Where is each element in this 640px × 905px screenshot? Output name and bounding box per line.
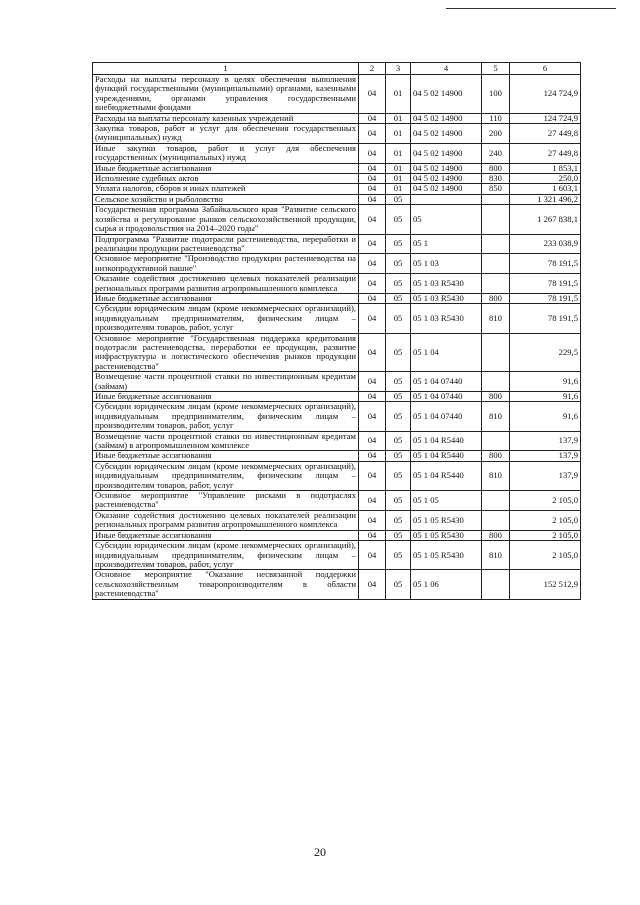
top-rule: [446, 8, 616, 9]
row-name-cell: Расходы на выплаты персоналу казенных учреждений: [93, 113, 359, 123]
row-section-cell: 04: [359, 530, 386, 540]
row-section-cell: 04: [359, 234, 386, 254]
row-subsection-cell: 01: [386, 113, 411, 123]
header-col-1: 1: [93, 63, 359, 75]
row-section-cell: 04: [359, 333, 386, 372]
row-target-article-cell: 05 1 05 R5430: [411, 510, 482, 530]
row-target-article-cell: 05 1 03 R5430: [411, 274, 482, 294]
row-name-cell: Иные бюджетные ассигнования: [93, 451, 359, 461]
row-name-cell: Основное мероприятие "Государственная поддержка кредитования подотрасли растениеводства, переработки ее продукции, развитие инфраструктуры и логистического обеспечения рынков продукции растениеводства": [93, 333, 359, 372]
row-target-article-cell: 04 5 02 14900: [411, 163, 482, 173]
row-expense-type-cell: 810: [482, 541, 510, 570]
row-amount-cell: 91,6: [510, 372, 581, 392]
row-name-cell: Оказание содействия достижению целевых показателей реализации региональных программ развития агропромышленного комплекса: [93, 274, 359, 294]
row-name-cell: Исполнение судебных актов: [93, 174, 359, 184]
row-expense-type-cell: [482, 372, 510, 392]
row-name-cell: Иные бюджетные ассигнования: [93, 293, 359, 303]
table-row: [93, 174, 581, 184]
row-expense-type-cell: 850: [482, 184, 510, 194]
table-row: [93, 541, 581, 570]
row-name-cell: Основное мероприятие "Оказание несвязанной поддержки сельскохозяйственным товаропроизводителям в области растениеводства": [93, 570, 359, 599]
table-row: [93, 530, 581, 540]
row-section-cell: 04: [359, 510, 386, 530]
row-subsection-cell: 05: [386, 274, 411, 294]
row-subsection-cell: 01: [386, 75, 411, 114]
row-section-cell: 04: [359, 124, 386, 144]
row-amount-cell: 124 724,9: [510, 113, 581, 123]
row-target-article-cell: [411, 194, 482, 204]
table-row: [93, 570, 581, 599]
row-subsection-cell: 05: [386, 304, 411, 333]
row-subsection-cell: 01: [386, 163, 411, 173]
row-amount-cell: 229,5: [510, 333, 581, 372]
row-expense-type-cell: [482, 570, 510, 599]
table-row: [93, 392, 581, 402]
row-name-cell: Субсидии юридическим лицам (кроме некоммерческих организаций), индивидуальным предпринимателям, физическим лицам – производителям товаров, работ, услуг: [93, 304, 359, 333]
row-amount-cell: 1 321 496,2: [510, 194, 581, 204]
row-amount-cell: 1 267 838,1: [510, 205, 581, 234]
table-row: [93, 372, 581, 392]
row-target-article-cell: 05 1 04 07440: [411, 392, 482, 402]
row-subsection-cell: 05: [386, 541, 411, 570]
row-subsection-cell: 05: [386, 194, 411, 204]
row-target-article-cell: 05 1 04: [411, 333, 482, 372]
header-col-2: 2: [359, 63, 386, 75]
table-row: [93, 143, 581, 163]
row-section-cell: 04: [359, 174, 386, 184]
page-number: 20: [314, 845, 326, 859]
row-section-cell: 04: [359, 431, 386, 451]
row-expense-type-cell: 200: [482, 124, 510, 144]
row-expense-type-cell: 810: [482, 402, 510, 431]
row-target-article-cell: 04 5 02 14900: [411, 174, 482, 184]
header-row: [93, 63, 581, 75]
row-expense-type-cell: [482, 194, 510, 204]
table-row: [93, 491, 581, 511]
table-row: [93, 333, 581, 372]
row-subsection-cell: 05: [386, 451, 411, 461]
row-subsection-cell: 05: [386, 510, 411, 530]
row-name-cell: Возмещение части процентной ставки по инвестиционным кредитам (займам): [93, 372, 359, 392]
row-expense-type-cell: [482, 431, 510, 451]
row-subsection-cell: 05: [386, 570, 411, 599]
row-target-article-cell: 05 1 06: [411, 570, 482, 599]
header-col-5: 5: [482, 63, 510, 75]
row-expense-type-cell: 800: [482, 530, 510, 540]
table-row: [93, 184, 581, 194]
row-subsection-cell: 05: [386, 205, 411, 234]
row-expense-type-cell: [482, 333, 510, 372]
table-row: [93, 402, 581, 431]
row-target-article-cell: 04 5 02 14900: [411, 124, 482, 144]
row-name-cell: Возмещение части процентной ставки по инвестиционным кредитам (займам) в агропромышленном комплексе: [93, 431, 359, 451]
row-section-cell: 04: [359, 402, 386, 431]
row-name-cell: Подпрограмма "Развитие подотрасли растениеводства, переработки и реализации продукции растениеводства": [93, 234, 359, 254]
row-amount-cell: 2 105,0: [510, 491, 581, 511]
row-target-article-cell: 05 1 04 07440: [411, 402, 482, 431]
row-expense-type-cell: 800: [482, 451, 510, 461]
row-subsection-cell: 01: [386, 174, 411, 184]
header-col-6: 6: [510, 63, 581, 75]
row-target-article-cell: 04 5 02 14900: [411, 75, 482, 114]
row-amount-cell: 91,6: [510, 392, 581, 402]
header-col-4: 4: [411, 63, 482, 75]
row-amount-cell: 250,0: [510, 174, 581, 184]
row-name-cell: Основное мероприятие "Управление рисками в подотраслях растениеводства": [93, 491, 359, 511]
row-name-cell: Закупка товаров, работ и услуг для обеспечения государственных (муниципальных) нужд: [93, 124, 359, 144]
row-amount-cell: 78 191,5: [510, 304, 581, 333]
table-row: [93, 293, 581, 303]
row-amount-cell: 1 603,1: [510, 184, 581, 194]
row-target-article-cell: 05: [411, 205, 482, 234]
row-section-cell: 04: [359, 194, 386, 204]
row-subsection-cell: 05: [386, 392, 411, 402]
row-amount-cell: 91,6: [510, 402, 581, 431]
row-subsection-cell: 05: [386, 402, 411, 431]
row-target-article-cell: 05 1 04 R5440: [411, 431, 482, 451]
row-name-cell: Сельское хозяйство и рыболовство: [93, 194, 359, 204]
row-name-cell: Субсидии юридическим лицам (кроме некоммерческих организаций), индивидуальным предпринимателям, физическим лицам – производителям товаров, работ, услуг: [93, 402, 359, 431]
row-section-cell: 04: [359, 163, 386, 173]
row-amount-cell: 27 449,8: [510, 124, 581, 144]
row-expense-type-cell: [482, 254, 510, 274]
row-name-cell: Иные бюджетные ассигнования: [93, 163, 359, 173]
row-section-cell: 04: [359, 451, 386, 461]
row-subsection-cell: 05: [386, 461, 411, 490]
row-amount-cell: 1 853,1: [510, 163, 581, 173]
row-name-cell: Иные бюджетные ассигнования: [93, 530, 359, 540]
table-row: [93, 274, 581, 294]
row-section-cell: 04: [359, 205, 386, 234]
row-expense-type-cell: 810: [482, 461, 510, 490]
row-section-cell: 04: [359, 304, 386, 333]
row-target-article-cell: 05 1 03 R5430: [411, 304, 482, 333]
row-name-cell: Субсидии юридическим лицам (кроме некоммерческих организаций), индивидуальным предпринимателям, физическим лицам – производителям товаров, работ, услуг: [93, 461, 359, 490]
row-name-cell: Расходы на выплаты персоналу в целях обеспечения выполнения функций государственными (муниципальными) органами, казенными учреждениями, органами управления государственными внебюджетными фондами: [93, 75, 359, 114]
table-row: [93, 461, 581, 490]
row-target-article-cell: 05 1 03: [411, 254, 482, 274]
table-row: [93, 431, 581, 451]
row-name-cell: Иные закупки товаров, работ и услуг для обеспечения государственных (муниципальных) нужд: [93, 143, 359, 163]
row-subsection-cell: 05: [386, 372, 411, 392]
table-row: [93, 194, 581, 204]
table-row: [93, 234, 581, 254]
row-expense-type-cell: [482, 234, 510, 254]
row-amount-cell: 233 038,9: [510, 234, 581, 254]
row-target-article-cell: 05 1 03 R5430: [411, 293, 482, 303]
row-name-cell: Основное мероприятие "Производство продукции растениеводства на низкопродуктивной пашне": [93, 254, 359, 274]
header-col-3: 3: [386, 63, 411, 75]
table-row: [93, 451, 581, 461]
row-target-article-cell: 05 1 05 R5430: [411, 530, 482, 540]
row-target-article-cell: 04 5 02 14900: [411, 113, 482, 123]
row-subsection-cell: 05: [386, 491, 411, 511]
row-expense-type-cell: 800: [482, 293, 510, 303]
row-target-article-cell: 05 1 05 R5430: [411, 541, 482, 570]
row-amount-cell: 124 724,9: [510, 75, 581, 114]
row-section-cell: 04: [359, 75, 386, 114]
row-expense-type-cell: 110: [482, 113, 510, 123]
row-amount-cell: 2 105,0: [510, 541, 581, 570]
row-section-cell: 04: [359, 254, 386, 274]
row-amount-cell: 78 191,5: [510, 293, 581, 303]
row-amount-cell: 137,9: [510, 461, 581, 490]
row-target-article-cell: 05 1 04 R5440: [411, 451, 482, 461]
table-row: [93, 75, 581, 114]
table-row: [93, 124, 581, 144]
row-expense-type-cell: 810: [482, 304, 510, 333]
table-row: [93, 510, 581, 530]
row-expense-type-cell: 830: [482, 174, 510, 184]
row-amount-cell: 78 191,5: [510, 254, 581, 274]
row-subsection-cell: 05: [386, 234, 411, 254]
table-row: [93, 113, 581, 123]
row-expense-type-cell: [482, 491, 510, 511]
row-section-cell: 04: [359, 113, 386, 123]
row-section-cell: 04: [359, 293, 386, 303]
row-target-article-cell: 04 5 02 14900: [411, 184, 482, 194]
row-expense-type-cell: [482, 510, 510, 530]
row-amount-cell: 152 512,9: [510, 570, 581, 599]
row-name-cell: Оказание содействия достижению целевых показателей реализации региональных программ развития агропромышленного комплекса: [93, 510, 359, 530]
row-section-cell: 04: [359, 491, 386, 511]
row-expense-type-cell: 240: [482, 143, 510, 163]
row-amount-cell: 27 449,8: [510, 143, 581, 163]
row-amount-cell: 137,9: [510, 431, 581, 451]
row-subsection-cell: 01: [386, 124, 411, 144]
row-section-cell: 04: [359, 570, 386, 599]
row-expense-type-cell: 100: [482, 75, 510, 114]
row-amount-cell: 137,9: [510, 451, 581, 461]
table-row: [93, 254, 581, 274]
row-name-cell: Субсидии юридическим лицам (кроме некоммерческих организаций), индивидуальным предпринимателям, физическим лицам – производителям товаров, работ, услуг: [93, 541, 359, 570]
row-section-cell: 04: [359, 372, 386, 392]
row-amount-cell: 78 191,5: [510, 274, 581, 294]
row-section-cell: 04: [359, 541, 386, 570]
row-subsection-cell: 05: [386, 254, 411, 274]
row-name-cell: Иные бюджетные ассигнования: [93, 392, 359, 402]
row-target-article-cell: 05 1: [411, 234, 482, 254]
row-subsection-cell: 05: [386, 530, 411, 540]
row-amount-cell: 2 105,0: [510, 510, 581, 530]
row-expense-type-cell: [482, 274, 510, 294]
row-section-cell: 04: [359, 461, 386, 490]
row-name-cell: Государственная программа Забайкальского края "Развитие сельского хозяйства и регулирование рынков сельскохозяйственной продукции, сырья и продовольствия на 2014–2020 годы": [93, 205, 359, 234]
row-subsection-cell: 05: [386, 293, 411, 303]
row-target-article-cell: 05 1 05: [411, 491, 482, 511]
row-section-cell: 04: [359, 184, 386, 194]
row-expense-type-cell: 800: [482, 392, 510, 402]
row-subsection-cell: 01: [386, 143, 411, 163]
row-subsection-cell: 05: [386, 431, 411, 451]
row-subsection-cell: 05: [386, 333, 411, 372]
row-amount-cell: 2 105,0: [510, 530, 581, 540]
row-expense-type-cell: [482, 205, 510, 234]
row-section-cell: 04: [359, 143, 386, 163]
row-name-cell: Уплата налогов, сборов и иных платежей: [93, 184, 359, 194]
row-target-article-cell: 05 1 04 07440: [411, 372, 482, 392]
row-target-article-cell: 05 1 04 R5440: [411, 461, 482, 490]
row-subsection-cell: 01: [386, 184, 411, 194]
table-row: [93, 205, 581, 234]
table-row: [93, 163, 581, 173]
row-section-cell: 04: [359, 392, 386, 402]
row-target-article-cell: 04 5 02 14900: [411, 143, 482, 163]
row-expense-type-cell: 800: [482, 163, 510, 173]
table-row: [93, 304, 581, 333]
row-section-cell: 04: [359, 274, 386, 294]
budget-table: [92, 62, 581, 600]
